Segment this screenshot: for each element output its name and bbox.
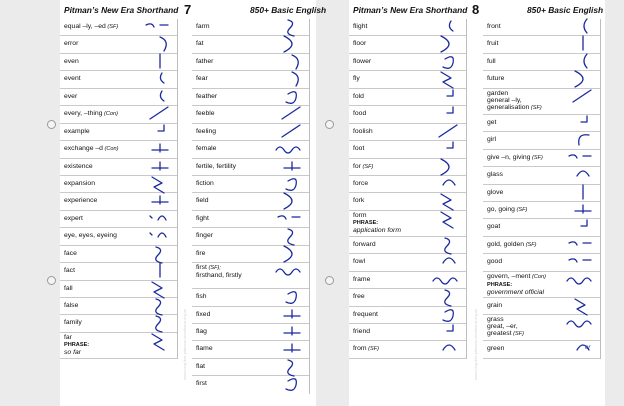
pen-stroke	[278, 216, 300, 219]
word-text: forward	[353, 240, 376, 248]
word-text: expert	[64, 214, 83, 222]
word-label	[196, 250, 205, 257]
word-label	[64, 75, 81, 82]
pen-stroke	[282, 125, 300, 137]
word-label	[196, 128, 216, 135]
word-text: garden	[487, 89, 509, 97]
pen-stroke	[449, 21, 453, 31]
word-text: example	[64, 127, 90, 135]
word-label: gold, golden (SF)	[487, 240, 537, 248]
word-label	[64, 58, 79, 65]
table-row	[483, 341, 600, 358]
pen-stroke	[569, 242, 591, 245]
word-label	[353, 58, 371, 65]
binder-hole-top	[47, 120, 56, 129]
pen-stroke	[439, 125, 457, 137]
word-label: garden general –ly, generalisation (SF)	[487, 89, 542, 111]
pen-stroke	[447, 325, 453, 331]
word-text: flat	[196, 362, 206, 370]
word-text: frame	[353, 275, 371, 283]
pen-stroke	[567, 278, 591, 284]
word-label	[353, 276, 370, 283]
word-text: front	[487, 23, 501, 30]
pen-stroke	[584, 54, 587, 68]
word-text: frequent	[353, 310, 378, 318]
word-label	[196, 145, 216, 152]
word-text: give –n, giving	[487, 153, 531, 161]
word-label: first (SF); firsthand, firstly	[196, 264, 242, 280]
word-text: future	[487, 75, 505, 83]
word-text: grass	[487, 316, 504, 324]
pen-stroke	[441, 212, 453, 228]
pen-stroke	[150, 233, 166, 237]
pen-stroke	[443, 258, 455, 263]
pen-stroke	[577, 345, 589, 350]
word-label	[353, 93, 364, 100]
pen-stroke	[577, 171, 589, 176]
table-row	[349, 341, 466, 358]
word-label	[353, 311, 378, 318]
word-label	[196, 293, 207, 300]
word-text: flag	[196, 328, 207, 335]
pen-stroke	[443, 345, 455, 350]
word-text: father	[196, 57, 214, 65]
word-label	[353, 293, 365, 300]
pen-stroke	[579, 135, 589, 145]
word-label	[196, 110, 215, 117]
word-label	[196, 23, 210, 30]
page-number: 7	[184, 2, 192, 17]
word-text: fly	[353, 75, 360, 83]
pen-stroke	[581, 220, 587, 226]
pen-stroke	[160, 37, 166, 51]
word-text: flight	[353, 23, 368, 30]
word-label: far PHRASE: so far	[64, 333, 90, 356]
pen-stroke	[150, 216, 166, 220]
word-text: get	[487, 118, 497, 126]
pen-stroke	[286, 92, 296, 104]
word-text: free	[353, 293, 365, 301]
word-label	[353, 23, 367, 30]
word-text: go, going	[487, 205, 515, 213]
word-label: form PHRASE: application form	[353, 211, 401, 234]
page-title: Pitman’s New Era Shorthand	[353, 5, 468, 15]
table-row	[192, 376, 309, 393]
pen-stroke	[581, 116, 587, 122]
word-label	[196, 363, 205, 370]
word-label: exchange –d (Con)	[64, 145, 119, 153]
word-text: from	[353, 345, 367, 353]
word-label: equal –ly, –ed (SF)	[64, 23, 119, 30]
word-label	[64, 93, 77, 100]
pen-stroke	[292, 72, 298, 86]
word-label: for (SF)	[353, 162, 374, 170]
word-text: gold, golden	[487, 240, 525, 248]
word-label	[487, 223, 500, 230]
word-label	[353, 197, 364, 204]
word-text: govern, –ment	[487, 272, 531, 280]
word-text: fertile, fertility	[196, 162, 237, 170]
word-text: for	[353, 162, 361, 170]
pen-stroke	[282, 107, 300, 119]
pen-stroke	[567, 321, 591, 327]
watermark: www.long-live-pitmans-shorthand.org.uk	[473, 308, 478, 380]
word-text: every, –thing	[64, 110, 103, 118]
pen-stroke	[284, 162, 300, 170]
pen-stroke	[575, 205, 591, 213]
pen-stroke	[284, 310, 300, 318]
word-text: foot	[353, 145, 365, 153]
pen-stroke	[276, 147, 300, 153]
word-text: force	[353, 179, 369, 187]
word-label	[487, 302, 502, 309]
pen-stroke	[447, 107, 453, 113]
word-label	[353, 241, 376, 248]
word-column-1	[349, 19, 467, 359]
word-text: green	[487, 345, 505, 353]
word-text: fowl	[353, 258, 366, 266]
word-label	[487, 40, 498, 47]
word-text: feather	[196, 92, 218, 100]
word-label	[196, 180, 214, 187]
pen-stroke	[286, 179, 296, 191]
word-text: fire	[196, 249, 206, 257]
word-label	[196, 215, 209, 222]
word-label	[196, 40, 204, 47]
word-text: friend	[353, 328, 371, 335]
word-text: fear	[196, 75, 208, 83]
word-text: full	[487, 57, 496, 65]
word-label	[353, 75, 360, 82]
word-label: every, –thing (Con)	[64, 110, 118, 118]
word-label	[196, 328, 207, 335]
word-text: field	[196, 197, 209, 205]
word-label	[487, 75, 504, 82]
left-page	[60, 0, 327, 406]
word-label	[64, 267, 75, 274]
pen-stroke	[286, 292, 296, 304]
shorthand-outline	[192, 373, 310, 397]
pen-stroke	[146, 24, 168, 27]
binder-hole-bottom-right	[325, 276, 334, 285]
word-text: experience	[64, 197, 98, 205]
pen-stroke	[292, 55, 298, 69]
word-label	[353, 110, 366, 117]
word-label	[196, 311, 210, 318]
word-text: fall	[64, 284, 73, 292]
word-text: flower	[353, 57, 372, 65]
table-row	[60, 333, 177, 359]
word-text: first	[196, 264, 207, 272]
word-label	[353, 328, 370, 335]
word-label	[353, 145, 364, 152]
word-text: false	[64, 302, 79, 309]
pen-stroke	[433, 278, 457, 284]
word-label	[487, 119, 496, 126]
binder-hole-bottom	[47, 276, 56, 285]
word-text: fold	[353, 92, 364, 100]
word-label	[487, 345, 504, 352]
word-label	[487, 23, 501, 30]
word-text: fat	[196, 40, 204, 48]
word-label	[64, 319, 82, 326]
word-text: far	[64, 333, 72, 341]
word-label	[196, 75, 208, 82]
pen-stroke	[276, 269, 300, 275]
pen-stroke	[569, 155, 591, 158]
word-text: fixed	[196, 310, 211, 318]
pen-stroke	[152, 334, 164, 350]
word-text: goat	[487, 223, 501, 231]
word-label	[196, 197, 208, 204]
page-title: Pitman’s New Era Shorthand	[64, 5, 179, 15]
word-label	[64, 302, 78, 309]
word-text: girl	[487, 136, 497, 144]
word-text: family	[64, 319, 82, 327]
word-label: give –n, giving (SF)	[487, 153, 543, 161]
word-column-2	[192, 19, 310, 394]
word-column-1	[60, 19, 178, 359]
word-text: floor	[353, 40, 367, 48]
word-label	[353, 128, 373, 135]
word-text: female	[196, 145, 217, 153]
word-label	[64, 232, 117, 239]
right-page	[349, 0, 605, 406]
word-label	[64, 285, 73, 292]
word-label	[353, 258, 365, 265]
word-label	[196, 380, 207, 387]
word-label: go, going (SF)	[487, 205, 528, 213]
word-label	[196, 93, 217, 100]
word-text: error	[64, 40, 79, 48]
word-text: first	[196, 380, 207, 388]
pen-stroke	[150, 107, 168, 119]
word-label	[64, 128, 90, 135]
word-text: good	[487, 258, 503, 266]
pen-stroke	[284, 344, 300, 352]
word-label	[487, 189, 503, 196]
word-text: expansion	[64, 179, 95, 187]
word-label	[196, 232, 213, 239]
word-label	[64, 215, 83, 222]
word-text: even	[64, 57, 79, 65]
word-text: exchange –d	[64, 145, 103, 153]
watermark: www.long-live-pitmans-shorthand.org.uk	[182, 308, 187, 380]
pen-stroke	[286, 379, 296, 391]
word-label: grass great, –er, greatest (SF)	[487, 316, 524, 338]
pen-stroke	[584, 19, 587, 33]
pen-stroke	[443, 309, 453, 321]
word-text: fruit	[487, 40, 499, 48]
word-label	[353, 40, 366, 47]
pen-stroke	[443, 57, 453, 69]
word-label	[196, 163, 236, 170]
word-text: fiction	[196, 179, 214, 187]
pen-stroke	[158, 125, 164, 131]
word-text: food	[353, 110, 367, 118]
word-text: fact	[64, 267, 75, 275]
word-label	[64, 163, 93, 170]
word-text: grain	[487, 301, 503, 309]
or-note: or	[585, 345, 591, 351]
word-label	[487, 258, 502, 265]
word-text: fork	[353, 197, 365, 205]
word-text: finger	[196, 232, 214, 240]
word-label	[64, 250, 77, 257]
word-text: equal –ly, –ed	[64, 23, 106, 30]
pen-stroke	[152, 162, 168, 170]
word-text: flame	[196, 345, 213, 353]
page-subtitle: 850+ Basic English	[527, 5, 604, 15]
word-text: glove	[487, 188, 504, 196]
pen-stroke	[447, 90, 453, 96]
word-text: event	[64, 75, 81, 83]
word-label	[487, 136, 496, 143]
word-text: existence	[64, 162, 93, 170]
word-label	[196, 58, 213, 65]
pen-stroke	[447, 142, 453, 148]
binder-hole-top-right	[325, 120, 334, 129]
pen-stroke	[443, 180, 455, 185]
word-text: ever	[64, 92, 78, 100]
word-text: fight	[196, 214, 209, 222]
word-label	[487, 58, 496, 65]
word-text: feeling	[196, 127, 217, 135]
pen-stroke	[152, 144, 168, 152]
word-label	[64, 40, 78, 47]
word-label	[353, 180, 368, 187]
word-text: fish	[196, 293, 207, 301]
word-text: farm	[196, 23, 210, 30]
word-text: face	[64, 249, 77, 257]
pen-stroke	[152, 196, 168, 204]
word-text: eye, eyes, eyeing	[64, 232, 117, 240]
word-text: glass	[487, 171, 503, 179]
pen-stroke	[284, 327, 300, 335]
word-text: form	[353, 211, 367, 219]
word-text: feeble	[196, 110, 215, 118]
word-column-2	[483, 19, 601, 359]
page-number: 8	[472, 2, 480, 17]
page-subtitle: 850+ Basic English	[250, 5, 327, 15]
pen-stroke	[160, 91, 164, 101]
pen-stroke	[569, 259, 591, 262]
word-label: from (SF)	[353, 345, 380, 353]
word-label	[487, 171, 503, 178]
word-label	[196, 345, 213, 352]
word-label	[64, 180, 95, 187]
word-text: foolish	[353, 127, 373, 135]
word-label	[64, 197, 97, 204]
pen-stroke	[573, 90, 591, 102]
pen-stroke	[160, 73, 164, 83]
word-label: govern, –ment (Con) PHRASE: government official	[487, 272, 546, 296]
